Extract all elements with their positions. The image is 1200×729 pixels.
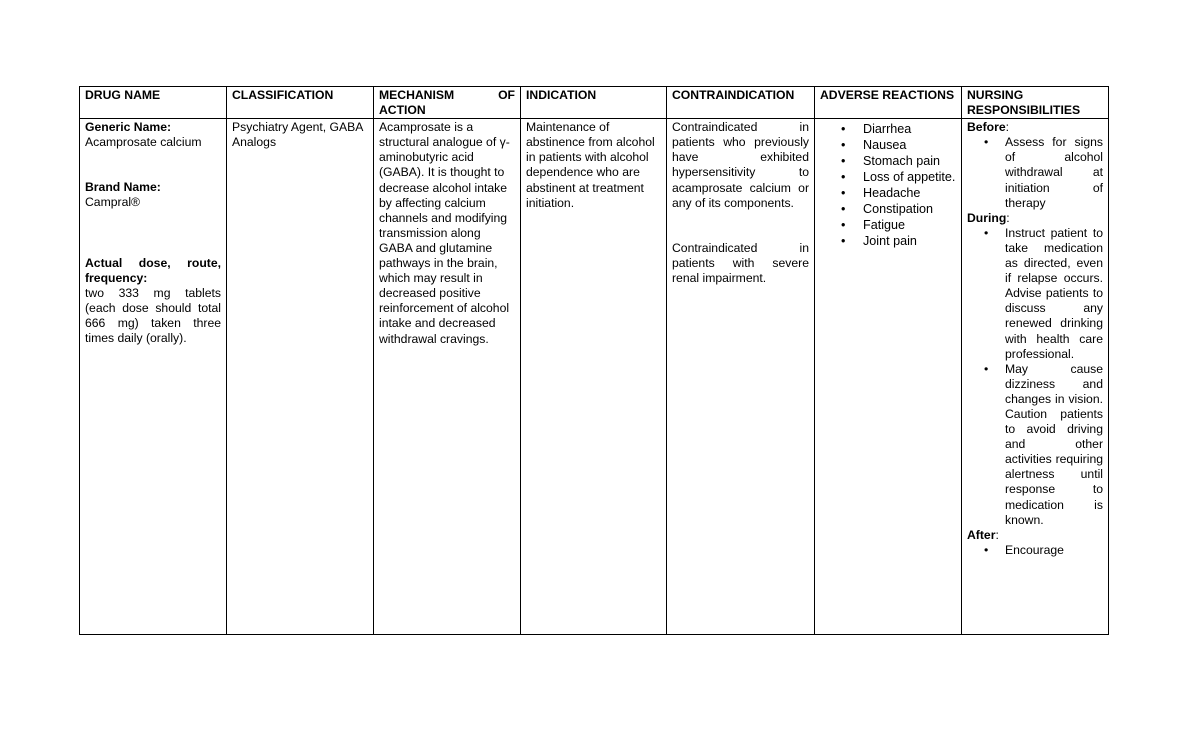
nursing-responsibilities-cell [962, 119, 1109, 635]
header-mechanism: MECHANISM OF ACTION [374, 87, 521, 119]
header-row [80, 87, 1109, 119]
during-list [967, 226, 1103, 528]
adverse-reactions-cell [815, 119, 962, 635]
list-item: • Headache [820, 185, 956, 201]
generic-name-value: Acamprosate calcium [85, 135, 202, 150]
during-colon: : [1006, 210, 1010, 225]
header-adverse-reactions: ADVERSE REACTIONS [815, 87, 962, 119]
header-indication: INDICATION [521, 87, 667, 119]
contraindication-cell [667, 119, 815, 635]
contraindication-first: Contraindicated in patients who previously have exhibited hypersensitivity to acamprosate calcium or any of its components. [672, 120, 809, 210]
list-item: • Fatigue [820, 217, 956, 233]
list-item: • Instruct patient to take medication as directed, even if relapse occurs. Advise patients to discuss any renewed drinking with health care professional. [967, 226, 1103, 362]
list-item: • Stomach pain [820, 153, 956, 169]
classification-cell: Psychiatry Agent, GABA Analogs [227, 119, 374, 635]
indication-cell: Maintenance of abstinence from alcohol in patients with alcohol dependence who are abstinent at treatment initiation. [521, 119, 667, 635]
before-colon: : [1005, 120, 1009, 135]
during-heading [967, 211, 1103, 226]
list-item: • Encourage [967, 543, 1103, 558]
before-label: Before [967, 120, 1006, 135]
list-item: • Diarrhea [820, 121, 956, 137]
list-item: • May cause dizziness and changes in vision. Caution patients to avoid driving and other activities requiring alertness until response to medication is known. [967, 362, 1103, 528]
drug-name-cell [80, 119, 227, 635]
header-contraindication: CONTRAINDICATION [667, 87, 815, 119]
drug-study-table [79, 86, 1109, 635]
generic-name-label: Generic Name: [85, 120, 172, 135]
header-drug-name: DRUG NAME [80, 87, 227, 119]
before-heading [967, 120, 1103, 135]
during-label: During [967, 210, 1007, 225]
list-item: • Joint pain [820, 233, 956, 249]
after-heading [967, 528, 1103, 543]
after-list [967, 543, 1103, 558]
list-item: • Constipation [820, 201, 956, 217]
list-item: • Assess for signs of alcohol withdrawal at initiation of therapy [967, 135, 1103, 210]
after-label: After [967, 527, 996, 542]
after-colon: : [995, 527, 999, 542]
dose-label: Actual dose, route, frequency: [85, 255, 221, 285]
brand-name-label: Brand Name: [85, 180, 161, 195]
brand-name-value: Campral® [85, 195, 141, 210]
list-item: • Loss of appetite. [820, 169, 956, 185]
header-classification: CLASSIFICATION [227, 87, 374, 119]
list-item: • Nausea [820, 137, 956, 153]
header-nursing-responsibilities: NURSING RESPONSIBILITIES [962, 87, 1109, 119]
adverse-reactions-list [820, 121, 956, 249]
before-list [967, 135, 1103, 210]
contraindication-second: Contraindicated in patients with severe renal impairment. [672, 240, 809, 285]
dose-value: two 333 mg tablets (each dose should total 666 mg) taken three times daily (orally). [85, 285, 221, 346]
mechanism-cell: Acamprosate is a structural analogue of γ-aminobutyric acid (GABA). It is thought to decrease alcohol intake by affecting calcium channels and modifying transmission along GABA and glutamine pathways in the brain, which may result in decreased positive reinforcement of alcohol intake and decreased withdrawal cravings. [374, 119, 521, 635]
drug-row [80, 119, 1109, 635]
